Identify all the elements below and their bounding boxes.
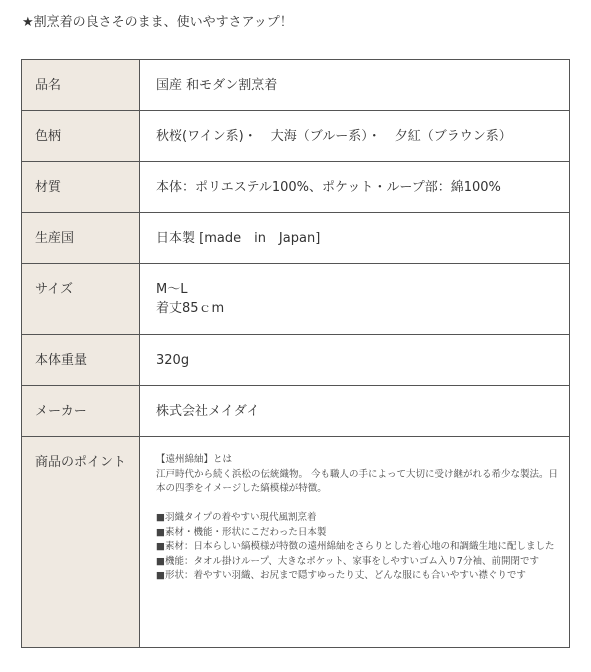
table-row [22, 213, 570, 264]
points-bullet: ■形状：着やすい羽織、お尻まで隠すゆったり丈、どんな服にも合いやすい襟ぐりです [156, 570, 526, 581]
row-label-color: 色柄 [22, 111, 140, 162]
table-row [22, 335, 570, 386]
points-intro-title: 【遠州綿紬】とは [156, 454, 233, 465]
table-row [22, 111, 570, 162]
table-row [22, 386, 570, 437]
points-intro-text: 江戸時代から続く浜松の伝統織物。 今も職人の手によって大切に受け継がれる希少な製法。日本の四季をイメージした縞模様が特徴。 [156, 468, 559, 494]
table-row [22, 162, 570, 213]
color-option-2: 大海（ブルー系） [270, 129, 368, 144]
row-label-points: 商品のポイント [22, 437, 140, 648]
row-value-size [140, 264, 570, 335]
row-value-material: 本体：ポリエステル100%、ポケット・ループ部：綿100% [140, 162, 570, 213]
row-value-points [140, 437, 570, 648]
spec-table [21, 59, 570, 648]
row-label-weight: 本体重量 [22, 335, 140, 386]
row-label-material: 材質 [22, 162, 140, 213]
row-value-country: 日本製 [made in Japan] [140, 213, 570, 264]
color-option-1: 秋桜(ワイン系) [156, 129, 244, 144]
row-value-color [140, 111, 570, 162]
row-label-product-name: 品名 [22, 60, 140, 111]
row-label-maker: メーカー [22, 386, 140, 437]
table-row [22, 60, 570, 111]
color-option-3: 夕紅（ブラウン系） [394, 129, 512, 144]
points-bullet: ■機能：タオル掛けループ、大きなポケット、家事をしやすいゴム入り7分袖、前開閉です [156, 555, 539, 567]
points-bullet: ■素材・機能・形状にこだわった日本製 [156, 526, 327, 538]
points-bullet: ■羽織タイプの着やすい現代風割烹着 [156, 512, 317, 523]
points-bullet: ■素材：日本らしい縞模様が特徴の遠州綿紬をさらりとした着心地の和調織生地に配しました [156, 541, 555, 552]
size-length: 着丈85ｃm [156, 301, 225, 316]
row-value-maker: 株式会社メイダイ [140, 386, 570, 437]
row-label-country: 生産国 [22, 213, 140, 264]
table-row [22, 437, 570, 648]
row-value-weight: 320g [140, 335, 570, 386]
row-value-product-name: 国産 和モダン割烹着 [140, 60, 570, 111]
size-range: M～L [156, 282, 188, 297]
color-separator: ・ [367, 129, 381, 144]
row-label-size: サイズ [22, 264, 140, 335]
color-separator: ・ [243, 129, 257, 144]
page-headline: ★割烹着の良さそのまま、使いやすさアップ！ [22, 15, 293, 30]
table-row [22, 264, 570, 335]
